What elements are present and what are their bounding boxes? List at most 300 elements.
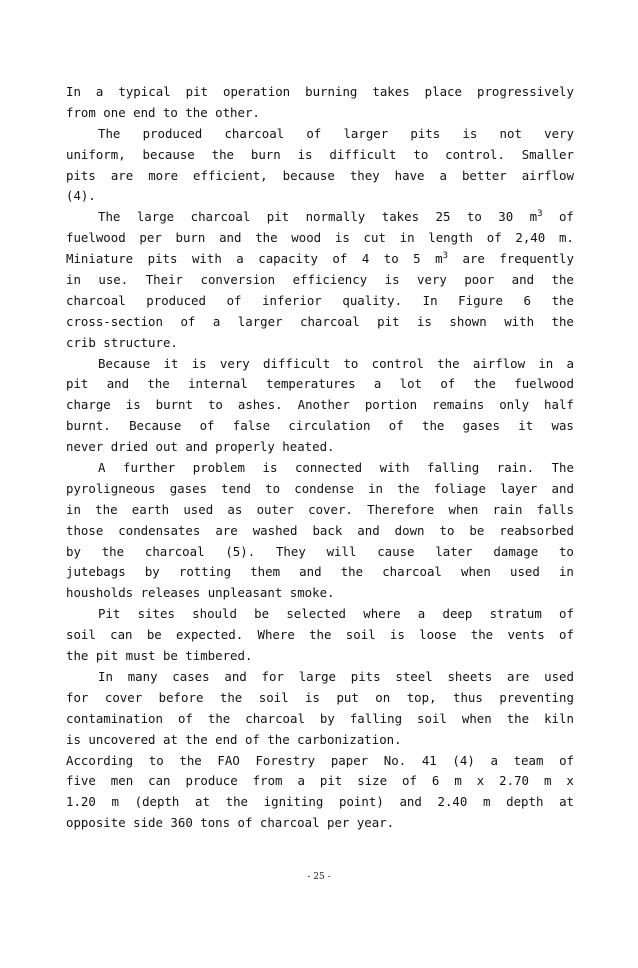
word: other. (215, 104, 260, 120)
word: have (394, 167, 425, 183)
text-line (66, 730, 574, 751)
word: uncovered (88, 731, 156, 747)
word: produced (142, 125, 203, 141)
word: the (506, 710, 530, 726)
word: and (399, 794, 422, 810)
word: the (179, 752, 202, 768)
word: the (207, 710, 231, 726)
word: the (66, 648, 89, 664)
word: 1.20 (66, 794, 96, 810)
word: quality. (342, 292, 403, 308)
word: the (437, 355, 460, 371)
word: contamination (66, 710, 163, 726)
text-line (66, 291, 574, 312)
word: tons (200, 815, 231, 831)
word: The (98, 209, 121, 225)
word: m. (558, 230, 574, 246)
word: kiln (544, 710, 574, 726)
word: in (538, 355, 554, 371)
word: pits (350, 668, 381, 684)
word: In (66, 84, 81, 99)
word: damage (493, 543, 539, 559)
word: to (558, 543, 574, 559)
word: in (558, 564, 574, 580)
text-line (66, 521, 574, 542)
word: selected (286, 606, 347, 622)
word: burning (305, 84, 358, 99)
word: rotting (178, 564, 232, 580)
word: pit (266, 209, 290, 225)
word: a (373, 376, 382, 392)
word: charcoal (245, 710, 305, 726)
text-line (66, 354, 574, 375)
word: the (95, 501, 118, 517)
word: layer (500, 480, 538, 496)
word: difficult (329, 146, 397, 162)
word: are (110, 167, 134, 183)
word: before (158, 689, 204, 705)
word: 4 (361, 251, 370, 267)
word: 2.40 (437, 794, 468, 810)
word: should (192, 606, 237, 622)
text-line (66, 792, 574, 813)
word: be (254, 606, 270, 622)
word: it (518, 418, 534, 434)
word: structure. (103, 334, 178, 350)
word: five (66, 773, 96, 789)
word: pit (66, 376, 89, 392)
word: No. (383, 752, 407, 768)
word: loose (419, 627, 457, 643)
word: as (227, 501, 243, 517)
text-line (66, 813, 574, 834)
word: never (66, 439, 104, 455)
word: the (101, 543, 125, 559)
word: is (389, 627, 405, 643)
word: burn (250, 146, 281, 162)
word: the (147, 376, 170, 392)
word: later (435, 543, 473, 559)
word: thus (453, 689, 483, 705)
word: better (461, 167, 507, 183)
word: condense (294, 480, 354, 496)
word: with (504, 313, 535, 329)
word: the (551, 292, 574, 308)
word: place (424, 84, 462, 99)
text-line (66, 458, 574, 479)
word: produce (185, 773, 238, 789)
word: circulation (288, 418, 371, 434)
word: temperatures (266, 376, 356, 392)
text-line (66, 374, 574, 395)
word: with (379, 460, 410, 476)
word: releases (140, 585, 201, 601)
word: very (417, 272, 447, 288)
word: of (177, 710, 193, 726)
word: cross-section (66, 313, 163, 329)
word: is (462, 125, 478, 141)
word: to (413, 146, 429, 162)
word: soil (66, 627, 96, 643)
word: (4) (452, 752, 475, 768)
word: with (191, 251, 222, 267)
word: of (388, 418, 404, 434)
word: a (297, 773, 305, 789)
word: pit (377, 313, 400, 329)
word: must (125, 648, 156, 664)
word: Because (98, 355, 151, 371)
word: unpleasant (207, 585, 283, 601)
text-line (66, 249, 574, 270)
word: very (544, 125, 574, 141)
word: gases (462, 418, 500, 434)
text-line (66, 646, 574, 667)
text-line (66, 688, 574, 709)
word: housholds (66, 585, 134, 601)
word: rain. (496, 460, 535, 476)
word: 6 (431, 773, 440, 789)
word: the (421, 418, 445, 434)
word: are (462, 251, 485, 267)
word: 25 (435, 209, 451, 225)
text-line (66, 771, 574, 792)
text-line (66, 667, 574, 688)
word: falls (536, 501, 574, 517)
word: is (334, 230, 350, 246)
word: properly (215, 439, 275, 455)
word: to (439, 522, 455, 538)
word: a (439, 167, 447, 183)
text-line (66, 312, 574, 333)
text-line (66, 145, 574, 166)
word: at (559, 794, 574, 810)
word: charcoal (66, 292, 126, 308)
word: when (461, 710, 492, 726)
word: 30 (498, 209, 514, 225)
word: earth (131, 501, 170, 517)
word: used (183, 501, 214, 517)
word: of (332, 251, 348, 267)
word: length (428, 230, 474, 246)
word: deep (442, 606, 473, 622)
word: very (219, 355, 250, 371)
word: of (440, 376, 456, 392)
word: pits (410, 125, 441, 141)
word: the (185, 731, 208, 747)
word: larger (237, 313, 283, 329)
text-line (66, 186, 574, 207)
word: wood (291, 230, 322, 246)
word: steel (395, 668, 433, 684)
word: large (136, 209, 175, 225)
word: Because (129, 418, 182, 434)
word: efficiency (292, 272, 368, 288)
word: charcoal (190, 209, 251, 225)
word: airflow (472, 355, 526, 371)
word: and (106, 376, 130, 392)
word: burn (175, 230, 206, 246)
word: sites (137, 606, 175, 622)
word: and (185, 439, 208, 455)
word: charcoal (224, 125, 285, 141)
word: shown (449, 313, 487, 329)
word: in (66, 272, 81, 288)
word: igniting (263, 794, 324, 810)
word: top, (406, 689, 437, 705)
word: Where (257, 627, 295, 643)
word: takes (372, 84, 410, 99)
word: them (250, 564, 281, 580)
word: poor (464, 272, 495, 288)
word: from (66, 104, 96, 120)
word: Smaller (521, 146, 574, 162)
word: dried (110, 439, 149, 455)
word: is (297, 146, 313, 162)
word: jutebags (66, 564, 126, 580)
page-number: - 25 - (307, 872, 331, 882)
word: frequently (499, 251, 574, 267)
word: (4). (66, 188, 96, 204)
word: stratum (489, 606, 542, 622)
word: end (133, 104, 156, 120)
text-line (66, 479, 574, 500)
word: reabsorbed (499, 522, 574, 538)
word: down (394, 522, 425, 538)
word: conversion (200, 272, 276, 288)
text-line (66, 583, 574, 604)
word: the (225, 794, 249, 810)
word: size (357, 773, 388, 789)
text-line (66, 604, 574, 625)
word: of (306, 125, 322, 141)
word: a (417, 606, 426, 622)
word: takes (381, 209, 420, 225)
word: is (262, 460, 278, 476)
text-line (66, 500, 574, 521)
word: In (98, 668, 113, 684)
word: carbonization. (297, 731, 402, 747)
word: a (566, 355, 574, 371)
word: year. (356, 815, 395, 831)
word: problem (192, 460, 245, 476)
word: pits (147, 251, 178, 267)
word: cases (172, 668, 210, 684)
word: pit (319, 773, 343, 789)
word: progressively (476, 84, 574, 99)
word: depth (506, 794, 544, 810)
word: is (384, 272, 400, 288)
word: are (506, 668, 530, 684)
word: outer (256, 501, 294, 517)
word: used (544, 668, 574, 684)
word: and (357, 522, 380, 538)
word: of (199, 418, 215, 434)
word: at (195, 794, 210, 810)
word: and (299, 564, 322, 580)
word: in (368, 480, 383, 496)
word: paper (330, 752, 369, 768)
text-line (66, 270, 574, 291)
word: many (127, 668, 158, 684)
word: of (226, 292, 242, 308)
word: it (163, 355, 179, 371)
word: Another (297, 397, 350, 413)
word: tend (221, 480, 251, 496)
word: put (336, 689, 359, 705)
word: to (383, 251, 399, 267)
text-line (66, 166, 574, 187)
word: to (343, 355, 359, 371)
word: the (309, 627, 332, 643)
word: typical (118, 84, 171, 99)
word: fuelwood (66, 230, 126, 246)
word: burnt. (66, 418, 111, 434)
word: $m^3$ (529, 209, 543, 225)
word: 2,40 (515, 230, 546, 246)
text-line (66, 709, 574, 730)
text-line (66, 437, 574, 458)
word: not (499, 125, 522, 141)
word: condensates (118, 522, 201, 538)
word: out (155, 439, 178, 455)
word: is (66, 731, 81, 747)
word: on (375, 689, 391, 705)
word: Their (145, 272, 184, 288)
body-text (66, 82, 574, 834)
word: uniform, (66, 146, 126, 162)
word: the (470, 627, 494, 643)
word: the (211, 146, 235, 162)
word: half (544, 397, 574, 413)
word: charcoal (259, 815, 320, 831)
word: be (162, 648, 178, 664)
word: pyroligneous (66, 480, 156, 496)
text-line (66, 562, 574, 583)
word: 2.70 (499, 773, 529, 789)
word: charge (66, 397, 111, 413)
word: soil (258, 689, 289, 705)
word: of (558, 209, 574, 225)
word: per (139, 230, 162, 246)
word: $m^3$ (435, 251, 449, 267)
word: crib (66, 334, 96, 350)
word: cover (104, 689, 143, 705)
word: a (236, 251, 244, 267)
word: remains (432, 397, 485, 413)
word: because (282, 167, 335, 183)
word: 5 (413, 251, 421, 267)
word: the (473, 376, 496, 392)
word: soil (417, 710, 447, 726)
text-line (66, 395, 574, 416)
word: to (162, 104, 178, 120)
word: preventing (499, 689, 574, 705)
word: m (543, 773, 552, 789)
word: expected. (176, 627, 244, 643)
word: pits (66, 167, 96, 183)
word: because (142, 146, 195, 162)
word: is (191, 355, 207, 371)
word: cause (377, 543, 415, 559)
word: produced (146, 292, 206, 308)
word: of (559, 752, 574, 768)
word: the (340, 564, 364, 580)
word: fuelwood (514, 376, 574, 392)
text-line (66, 228, 574, 249)
word: of (559, 606, 574, 622)
word: m (482, 794, 491, 810)
word: pit (95, 648, 119, 664)
text-line (66, 82, 574, 103)
word: of (402, 773, 417, 789)
word: Forestry (255, 752, 316, 768)
word: capacity (258, 251, 318, 267)
word: is (417, 313, 432, 329)
word: efficient, (193, 167, 268, 183)
text-line (66, 207, 574, 228)
text-line (66, 751, 574, 772)
word: where (363, 606, 401, 622)
word: x (476, 773, 485, 789)
word: They (275, 543, 306, 559)
word: in (66, 501, 81, 517)
word: connected (294, 460, 363, 476)
word: men (110, 773, 134, 789)
word: they (349, 167, 380, 183)
word: normally (305, 209, 366, 225)
word: in (399, 230, 415, 246)
text-line (66, 542, 574, 563)
word: portion (364, 397, 418, 413)
word: falling (349, 710, 403, 726)
word: from (252, 773, 283, 789)
word: The (551, 460, 574, 476)
word: further (123, 460, 176, 476)
word: control (371, 355, 424, 371)
word: be (469, 522, 485, 538)
word: vents (507, 627, 545, 643)
word: of (180, 313, 196, 329)
word: those (66, 522, 104, 538)
word: cut (363, 230, 386, 246)
word: and (219, 230, 242, 246)
word: smoke. (289, 585, 335, 601)
word: Pit (98, 606, 121, 622)
word: opposite (66, 815, 126, 831)
word: use. (98, 272, 129, 288)
word: soil (345, 627, 376, 643)
word: only (499, 397, 530, 413)
text-line (66, 103, 574, 124)
word: (depth (134, 794, 180, 810)
word: by (144, 564, 160, 580)
word: In (422, 292, 438, 308)
word: burnt (155, 397, 193, 413)
word: back (312, 522, 343, 538)
word: 360 (170, 815, 193, 831)
word: by (319, 710, 335, 726)
word: x (566, 773, 574, 789)
word: can (148, 773, 171, 789)
text-line (66, 124, 574, 145)
word: at (162, 731, 178, 747)
word: be (146, 627, 162, 643)
word: (5). (225, 543, 256, 559)
word: and (511, 272, 535, 288)
word: timbered. (185, 648, 253, 664)
word: falling (427, 460, 480, 476)
word: 41 (421, 752, 437, 768)
